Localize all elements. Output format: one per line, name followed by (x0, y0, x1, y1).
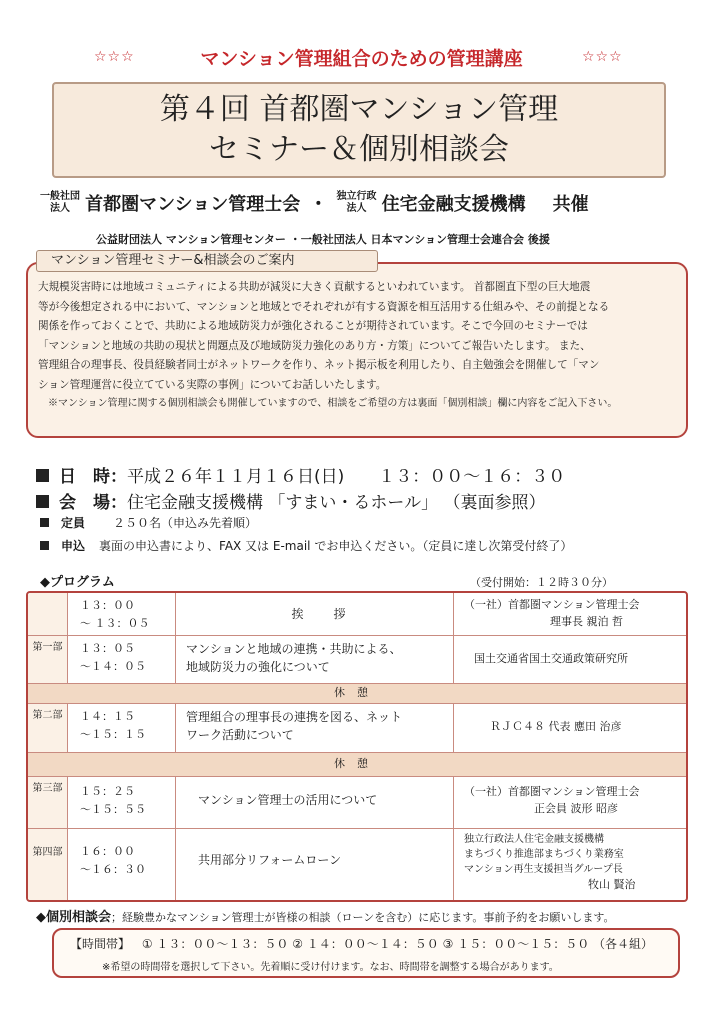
cohost-label: 共催 (552, 194, 589, 215)
title-line-2: セミナー＆個別相談会 (209, 132, 509, 167)
title-cell: 共用部分リフォームローン (176, 829, 454, 900)
title-line-1: 第４回 首都圏マンション管理 (159, 92, 559, 127)
consultation-row (36, 906, 615, 925)
reception-time: （受付開始：１２時３０分） (470, 576, 613, 589)
consultation-label: ◆個別相談会 (36, 910, 111, 925)
part-cell: 第三部 (28, 777, 68, 828)
organizers (40, 190, 700, 226)
org1-name: 首都圏マンション管理士会 (85, 194, 301, 215)
org-separator: ・ (309, 194, 328, 215)
intro-line: 管理組合の理事長、役員経験者同士がネットワークを作り、ネット掲示板を利用したり、自主勉強会を開催して「マン (38, 359, 600, 371)
time-slots-value: ① １３：００～１３：５０ ② １４：００～１４：５０ ③ １５：００～１５：５０ （各４組） (141, 937, 654, 951)
time-slots-line (70, 935, 653, 952)
table-row (28, 636, 686, 684)
date-row (36, 462, 565, 487)
time-cell: １６：００ ～１６：３０ (68, 829, 176, 900)
intro-line: 大規模災害時には地域コミュニティによる共助が減災に大きく貢献するといわれています。 首都圏直下型の巨大地震 (38, 281, 591, 293)
intro-line: 関係を作っておくことで、共助による地域防災力が強化されることが期待されています。そこで今回のセミナーでは (38, 320, 588, 332)
bullet-square-icon (40, 541, 49, 550)
capacity-label: 定員 (61, 516, 86, 530)
bullet-square-icon (36, 469, 49, 482)
support-line: 公益財団法人 マンション管理センター ・一般社団法人 日本マンション管理士会連合会 後援 (96, 233, 550, 246)
bullet-square-icon (36, 495, 49, 508)
table-row (28, 777, 686, 829)
org2-type: 独立行政 法人 (336, 191, 377, 214)
intro-note: ※マンション管理に関する個別相談会も開催していますので、相談をご希望の方は裏面「個別相談」欄に内容をご記入下さい。 (48, 398, 618, 409)
speaker-cell: （一社）首都圏マンション管理士会 正会員 波形 昭彦 (464, 785, 640, 815)
intro-box (26, 262, 688, 438)
capacity-value: ２５０名（申込み先着順） (113, 516, 258, 530)
part-cell: 第一部 (28, 636, 68, 683)
part-cell: 第四部 (28, 829, 68, 900)
time-slots-label: 【時間帯】 (70, 937, 131, 951)
title-cell: 管理組合の理事長の連携を図る、ネット ワーク活動について (176, 704, 454, 752)
part-cell: 第二部 (28, 704, 68, 752)
speaker-cell: （一社）首都圏マンション管理士会 理事長 親泊 哲 (464, 598, 640, 628)
intro-line: 等が今後想定される中において、マンションと地域とでそれぞれが有する資源を相互活用する仕組みや、その前提となる (38, 300, 610, 313)
speaker-cell: 独立行政法人住宅金融支援機構 まちづくり推進部まちづくり業務室 マンション再生支援担当グループ長 牧山 賢治 (464, 834, 636, 891)
org2-name: 住宅金融支援機構 (381, 194, 526, 215)
bullet-square-icon (40, 518, 49, 527)
break-row: 休憩 (28, 684, 686, 704)
intro-line: ション管理運営に役立てている実際の事例」についてお話しいたします。 (38, 378, 387, 391)
apply-value: 裏面の申込書により、FAX 又は E-mail でお申込ください。（定員に達し次第受付終了） (99, 539, 573, 553)
title-cell: 挨 拶 (176, 593, 454, 635)
program-table (26, 591, 688, 902)
time-cell: １４：１５ ～１５：１５ (68, 704, 176, 752)
part-cell (28, 593, 68, 635)
table-row (28, 704, 686, 753)
stars-left: ☆☆☆ (94, 49, 135, 65)
title-cell: マンションと地域の連携・共助による、 地域防災力の強化について (176, 636, 454, 683)
time-slots-box (52, 928, 680, 978)
table-row (28, 593, 686, 636)
stars-right: ☆☆☆ (582, 49, 623, 65)
title-box (52, 82, 666, 178)
time-cell: １３：００ ～ １３：０５ (68, 593, 176, 635)
title-cell: マンション管理士の活用について (176, 777, 454, 828)
intro-tab: マンション管理セミナー&相談会のご案内 (36, 250, 378, 272)
date-value: 平成２６年１１月１６日(日) １３：００～１６：３０ (127, 467, 566, 487)
venue-row (36, 488, 545, 513)
date-label: 日 時： (59, 467, 127, 487)
consultation-text: ；経験豊かなマンション管理士が皆様の相談（ローンを含む）に応じます。事前予約をお願いします。 (111, 911, 615, 924)
program-heading: ◆プログラム (40, 575, 115, 590)
apply-row (40, 537, 572, 554)
org1-type: 一般社団 法人 (40, 191, 80, 214)
speaker-cell: ＲＪＣ４８ 代表 應田 治彦 (490, 720, 622, 733)
time-slots-note: ※希望の時間帯を選択して下さい。先着順に受け付けます。なお、時間帯を調整する場合があります。 (102, 962, 559, 973)
venue-value: 住宅金融支援機構 「すまい・るホール」 （裏面参照） (127, 493, 546, 513)
subtitle: マンション管理組合のための管理講座 (200, 48, 523, 70)
time-cell: １３：０５ ～１４：０５ (68, 636, 176, 683)
time-cell: １５：２５ ～１５：５５ (68, 777, 176, 828)
break-row: 休憩 (28, 753, 686, 777)
venue-label: 会 場： (59, 493, 127, 513)
speaker-cell: 国土交通省国土交通政策研究所 (474, 652, 628, 665)
intro-line: 「マンションと地域の共助の現状と問題点及び地域防災力強化のあり方・方策」についてご報告いたします。 また、 (38, 339, 591, 352)
apply-label: 申込 (61, 539, 86, 553)
capacity-row (40, 514, 257, 531)
table-row (28, 829, 686, 900)
